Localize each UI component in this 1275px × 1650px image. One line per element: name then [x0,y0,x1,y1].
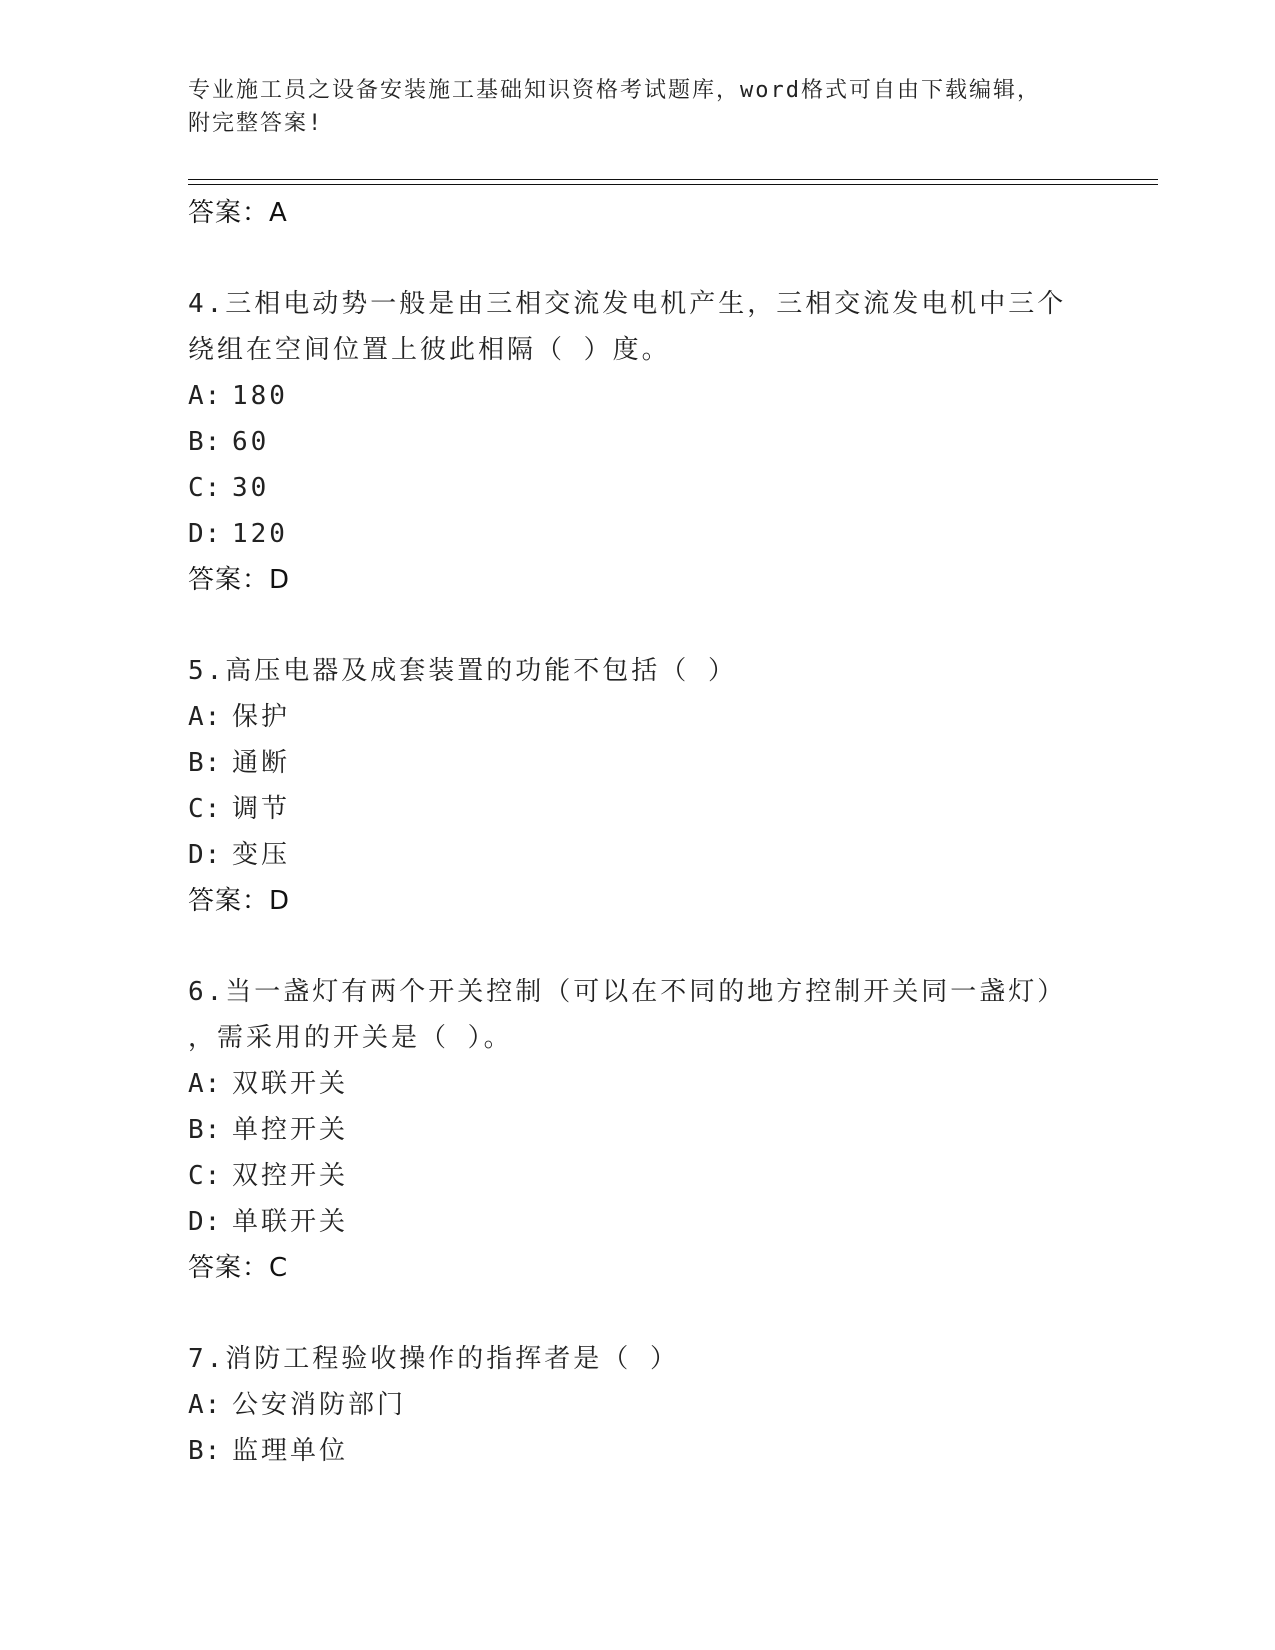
option-text: 变压 [232,840,291,870]
option-text: 180 [232,381,288,411]
question-4-text-line-2: 绕组在空间位置上彼此相隔（ ）度。 [188,335,671,365]
option-b [188,1428,1088,1474]
question-7-text: 7.消防工程验收操作的指挥者是（ ） [188,1344,679,1374]
question-4 [188,281,1088,603]
header-divider-bottom [188,184,1158,185]
option-letter: B: [188,1436,222,1466]
question-5-answer: 答案：D [188,886,291,916]
option-text: 保护 [232,702,291,732]
question-list [188,190,1088,1474]
question-6 [188,969,1088,1291]
option-text: 30 [232,473,270,503]
option-a [188,694,1088,740]
option-a [188,1382,1088,1428]
option-text: 单控开关 [232,1115,349,1145]
previous-answer: 答案：A [188,198,288,228]
option-text: 双联开关 [232,1069,349,1099]
question-5-text: 5.高压电器及成套装置的功能不包括（ ） [188,656,737,686]
option-a [188,373,1088,419]
option-letter: D: [188,519,222,549]
option-letter: D: [188,1207,222,1237]
option-c [188,1153,1088,1199]
option-d [188,511,1088,557]
option-letter: B: [188,1115,222,1145]
option-b [188,419,1088,465]
option-text: 监理单位 [232,1436,349,1466]
option-text: 双控开关 [232,1161,349,1191]
option-text: 公安消防部门 [232,1390,407,1420]
option-text: 通断 [232,748,291,778]
option-c [188,786,1088,832]
question-4-text-line-1: 4.三相电动势一般是由三相交流发电机产生，三相交流发电机中三个 [188,289,1067,319]
option-letter: A: [188,702,222,732]
option-letter: A: [188,1069,222,1099]
option-letter: D: [188,840,222,870]
option-text: 单联开关 [232,1207,349,1237]
option-letter: B: [188,427,222,457]
header-divider-top [188,179,1158,180]
option-letter: C: [188,1161,222,1191]
header-line-2: 附完整答案! [188,111,324,136]
question-6-answer: 答案：C [188,1253,289,1283]
option-d [188,1199,1088,1245]
question-7 [188,1336,1088,1474]
option-letter: A: [188,381,222,411]
option-b [188,740,1088,786]
option-c [188,465,1088,511]
header-line-1: 专业施工员之设备安装施工基础知识资格考试题库，word格式可自由下载编辑， [188,78,1041,103]
question-6-text-line-2: ，需采用的开关是（ ）。 [188,1023,513,1053]
option-text: 60 [232,427,270,457]
option-b [188,1107,1088,1153]
option-letter: C: [188,473,222,503]
option-text: 调节 [232,794,291,824]
option-letter: C: [188,794,222,824]
option-d [188,832,1088,878]
question-6-text-line-1: 6.当一盏灯有两个开关控制（可以在不同的地方控制开关同一盏灯） [188,977,1067,1007]
question-4-answer: 答案：D [188,565,291,595]
document-header [188,74,1088,140]
option-letter: B: [188,748,222,778]
option-letter: A: [188,1390,222,1420]
question-5 [188,648,1088,924]
option-text: 120 [232,519,288,549]
option-a [188,1061,1088,1107]
